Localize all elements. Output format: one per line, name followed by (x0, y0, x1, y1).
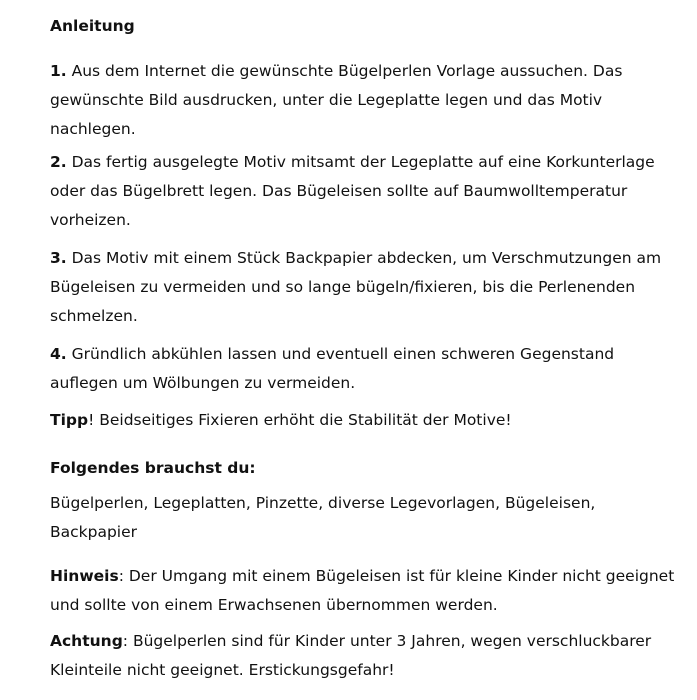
step-number: 3. (50, 249, 67, 267)
tip-paragraph (50, 406, 512, 435)
step-text: Gründlich abkühlen lassen und eventuell einen schweren Gegenstand (66, 345, 615, 363)
materials-text: Bügelperlen, Legeplatten, Pinzette, diverse Legevorlagen, Bügeleisen, (50, 494, 596, 512)
step-1 (50, 57, 622, 144)
step-4 (50, 340, 614, 398)
step-text: vorheizen. (50, 211, 131, 229)
step-text: Das Motiv mit einem Stück Backpapier abdecken, um Verschmutzungen am (66, 249, 662, 267)
step-3 (50, 244, 661, 331)
step-number: 2. (50, 153, 67, 171)
hint-paragraph (50, 562, 674, 620)
warning-text: Kleinteile nicht geeignet. Erstickungsgefahr! (50, 661, 395, 679)
step-text: Bügeleisen zu vermeiden und so lange bügeln/fixieren, bis die Perlenenden (50, 278, 636, 296)
hint-text: : Der Umgang mit einem Bügeleisen ist für kleine Kinder nicht geeignet (118, 567, 675, 585)
document-title: Anleitung (50, 17, 135, 35)
warning-text: : Bügelperlen sind für Kinder unter 3 Jahren, wegen verschluckbarer (122, 632, 652, 650)
step-text: auflegen um Wölbungen zu vermeiden. (50, 374, 356, 392)
step-number: 4. (50, 345, 67, 363)
tip-label: Tipp (50, 411, 89, 429)
step-number: 1. (50, 62, 67, 80)
warning-paragraph (50, 627, 651, 685)
hint-text: und sollte von einem Erwachsenen übernommen werden. (50, 596, 498, 614)
materials-heading: Folgendes brauchst du: (50, 459, 256, 477)
step-text: oder das Bügelbrett legen. Das Bügeleisen sollte auf Baumwolltemperatur (50, 182, 628, 200)
step-2 (50, 148, 655, 235)
step-text: Das fertig ausgelegte Motiv mitsamt der Legeplatte auf eine Korkunterlage (66, 153, 655, 171)
tip-text: ! Beidseitiges Fixieren erhöht die Stabilität der Motive! (88, 411, 512, 429)
step-text: gewünschte Bild ausdrucken, unter die Legeplatte legen und das Motiv (50, 91, 603, 109)
materials-section (50, 454, 256, 483)
warning-label: Achtung (50, 632, 123, 650)
step-text: nachlegen. (50, 120, 136, 138)
step-text: schmelzen. (50, 307, 138, 325)
step-text: Aus dem Internet die gewünschte Bügelperlen Vorlage aussuchen. Das (66, 62, 623, 80)
materials-list (50, 489, 595, 547)
hint-label: Hinweis (50, 567, 119, 585)
materials-text: Backpapier (50, 523, 138, 541)
